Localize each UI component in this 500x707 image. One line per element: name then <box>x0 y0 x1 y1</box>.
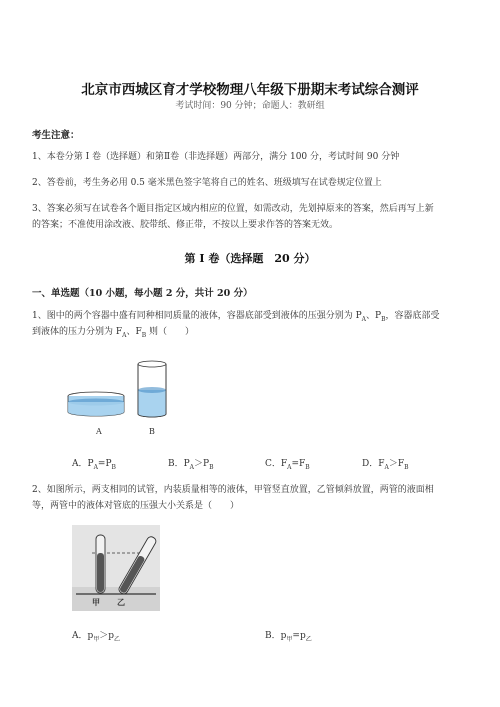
fig-label-yi: 乙 <box>117 597 125 607</box>
q1-option-c[interactable]: C．$F_A=F_B$ <box>265 459 310 471</box>
part-title: 一、单选题（10 小题，每小题 2 分，共计 20 分） <box>32 288 253 299</box>
q2-line2: 等，两管中的液体对管底的压强大小关系是（ ） <box>32 501 240 511</box>
q1-option-a[interactable]: A．$P_A=P_B$ <box>72 459 116 471</box>
q2-test-tubes-photo <box>72 525 160 611</box>
q2-line1: 2、如图所示，两支相同的试管，内装质量相等的液体，甲管竖直放置，乙管倾斜放置，两管的液面相 <box>32 485 434 495</box>
q2-option-a[interactable]: A．$p_甲>p_乙$ <box>72 631 121 643</box>
container-a <box>68 392 124 416</box>
notice-item-3: 3、答案必须写在试卷各个题目指定区域内相应的位置，如需改动，先划掉原来的答案，然后再写上新 <box>32 204 434 214</box>
tube-jia <box>96 535 105 593</box>
q1-option-d[interactable]: D．$F_A>F_B$ <box>362 459 409 471</box>
container-b <box>138 361 166 417</box>
q1-line1: 1、图中的两个容器中盛有同种相同质量的液体，容器底部受到液体的压强分别为 $P_A$、$P_B$，容器底部受 <box>32 311 440 323</box>
fig-label-jia: 甲 <box>92 597 100 607</box>
exam-meta: 考试时间：90 分钟；命题人：教研组 <box>175 101 325 111</box>
notice-heading: 考生注意： <box>32 130 80 141</box>
q1-line2: 到液体的压力分别为 $F_A$、$F_B$ 则（ ） <box>32 327 194 339</box>
section-title: 第 I 卷（选择题 20 分） <box>184 252 316 265</box>
fig-label-b: B <box>149 427 155 436</box>
exam-title: 北京市西城区育才学校物理八年级下册期末考试综合测评 <box>81 82 419 98</box>
fig-label-a: A <box>96 427 102 436</box>
q1-containers-figure <box>60 352 180 432</box>
notice-item-1: 1、本卷分第 I 卷（选择题）和第Ⅱ卷（非选择题）两部分，满分 100 分，考试时间 90 分钟 <box>32 152 400 162</box>
notice-item-3-cont: 的答案；不准使用涂改液、胶带纸、修正带，不按以上要求作答的答案无效。 <box>32 220 339 230</box>
notice-item-2: 2、答卷前，考生务必用 0.5 毫米黑色签字笔将自己的姓名、班级填写在试卷规定位置上 <box>32 178 382 188</box>
q1-option-b[interactable]: B．$P_A>P_B$ <box>168 459 214 471</box>
q2-option-b[interactable]: B．$p_甲=p_乙$ <box>265 631 312 643</box>
